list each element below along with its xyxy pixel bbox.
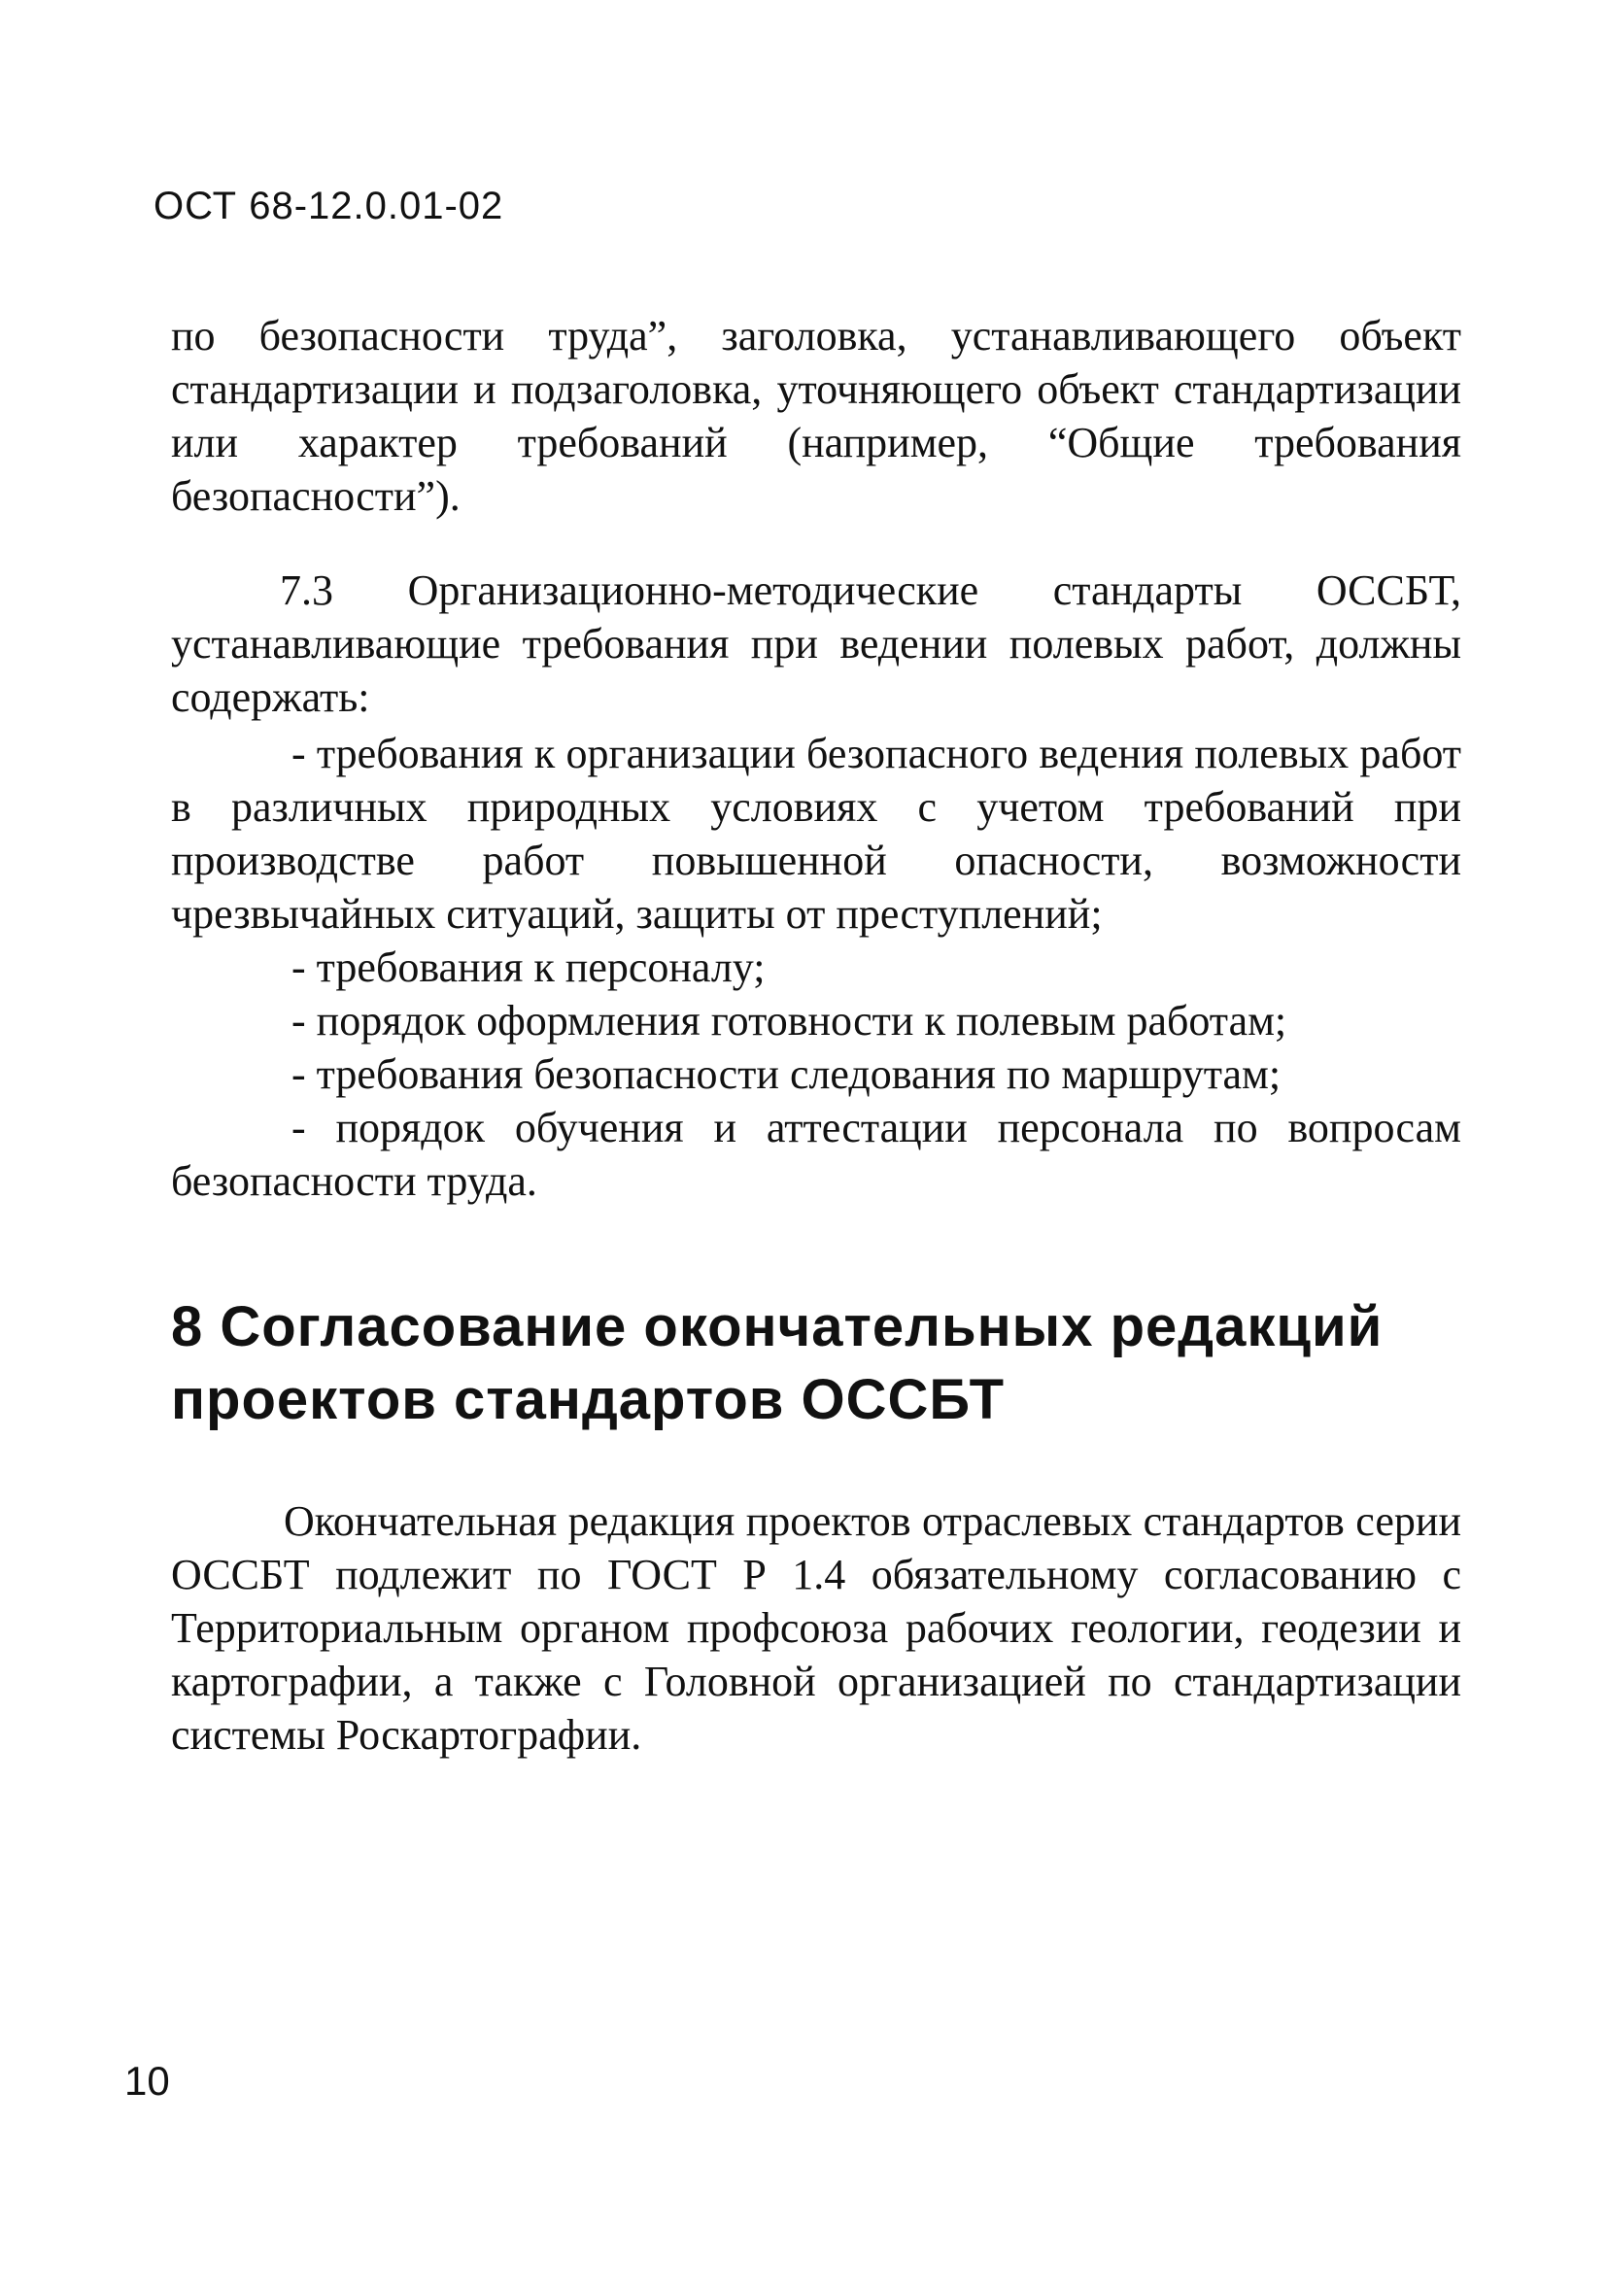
section-8-heading: 8 Согласование окончательных редакций проектов стандартов ОССБТ	[171, 1295, 1384, 1431]
continuation-paragraph: по безопасности труда”, заголовка, устанавливающего объект стандартизации и подзаголовка, уточняющего объект стандартизации или характер требований (например, “Общие требования безопасности”).	[171, 312, 1461, 520]
list-item: - порядок обучения и аттестации персонала по вопросам безопасности труда.	[171, 1104, 1461, 1205]
clause-7-3-paragraph: 7.3 Организационно-методические стандарты ОССБТ, устанавливающие требования при ведении полевых работ, должны содержать:	[171, 566, 1461, 721]
list-item: - требования безопасности следования по маршрутам;	[291, 1050, 1282, 1098]
list-item: - требования к персоналу;	[291, 943, 766, 991]
page-number: 10	[124, 2058, 170, 2104]
clause-7-3-requirements-list	[171, 727, 1461, 1208]
document-code: ОСТ 68-12.0.01-02	[154, 185, 504, 227]
list-item: - порядок оформления готовности к полевым работам;	[291, 997, 1287, 1045]
list-item: - требования к организации безопасного ведения полевых работ в различных природных условиях с учетом требований при производстве работ повышенной опасности, возможности чрезвычайных ситуаций, защиты от преступлений;	[171, 730, 1461, 938]
section-8-paragraph: Окончательная редакция проектов отраслевых стандартов серии ОССБТ подлежит по ГОСТ Р 1.4 обязательному согласованию с Территориальным органом профсоюза рабочих геологии, геодезии и картографии, а также с Головной организацией по стандартизации системы Роскартографии.	[171, 1497, 1461, 1759]
